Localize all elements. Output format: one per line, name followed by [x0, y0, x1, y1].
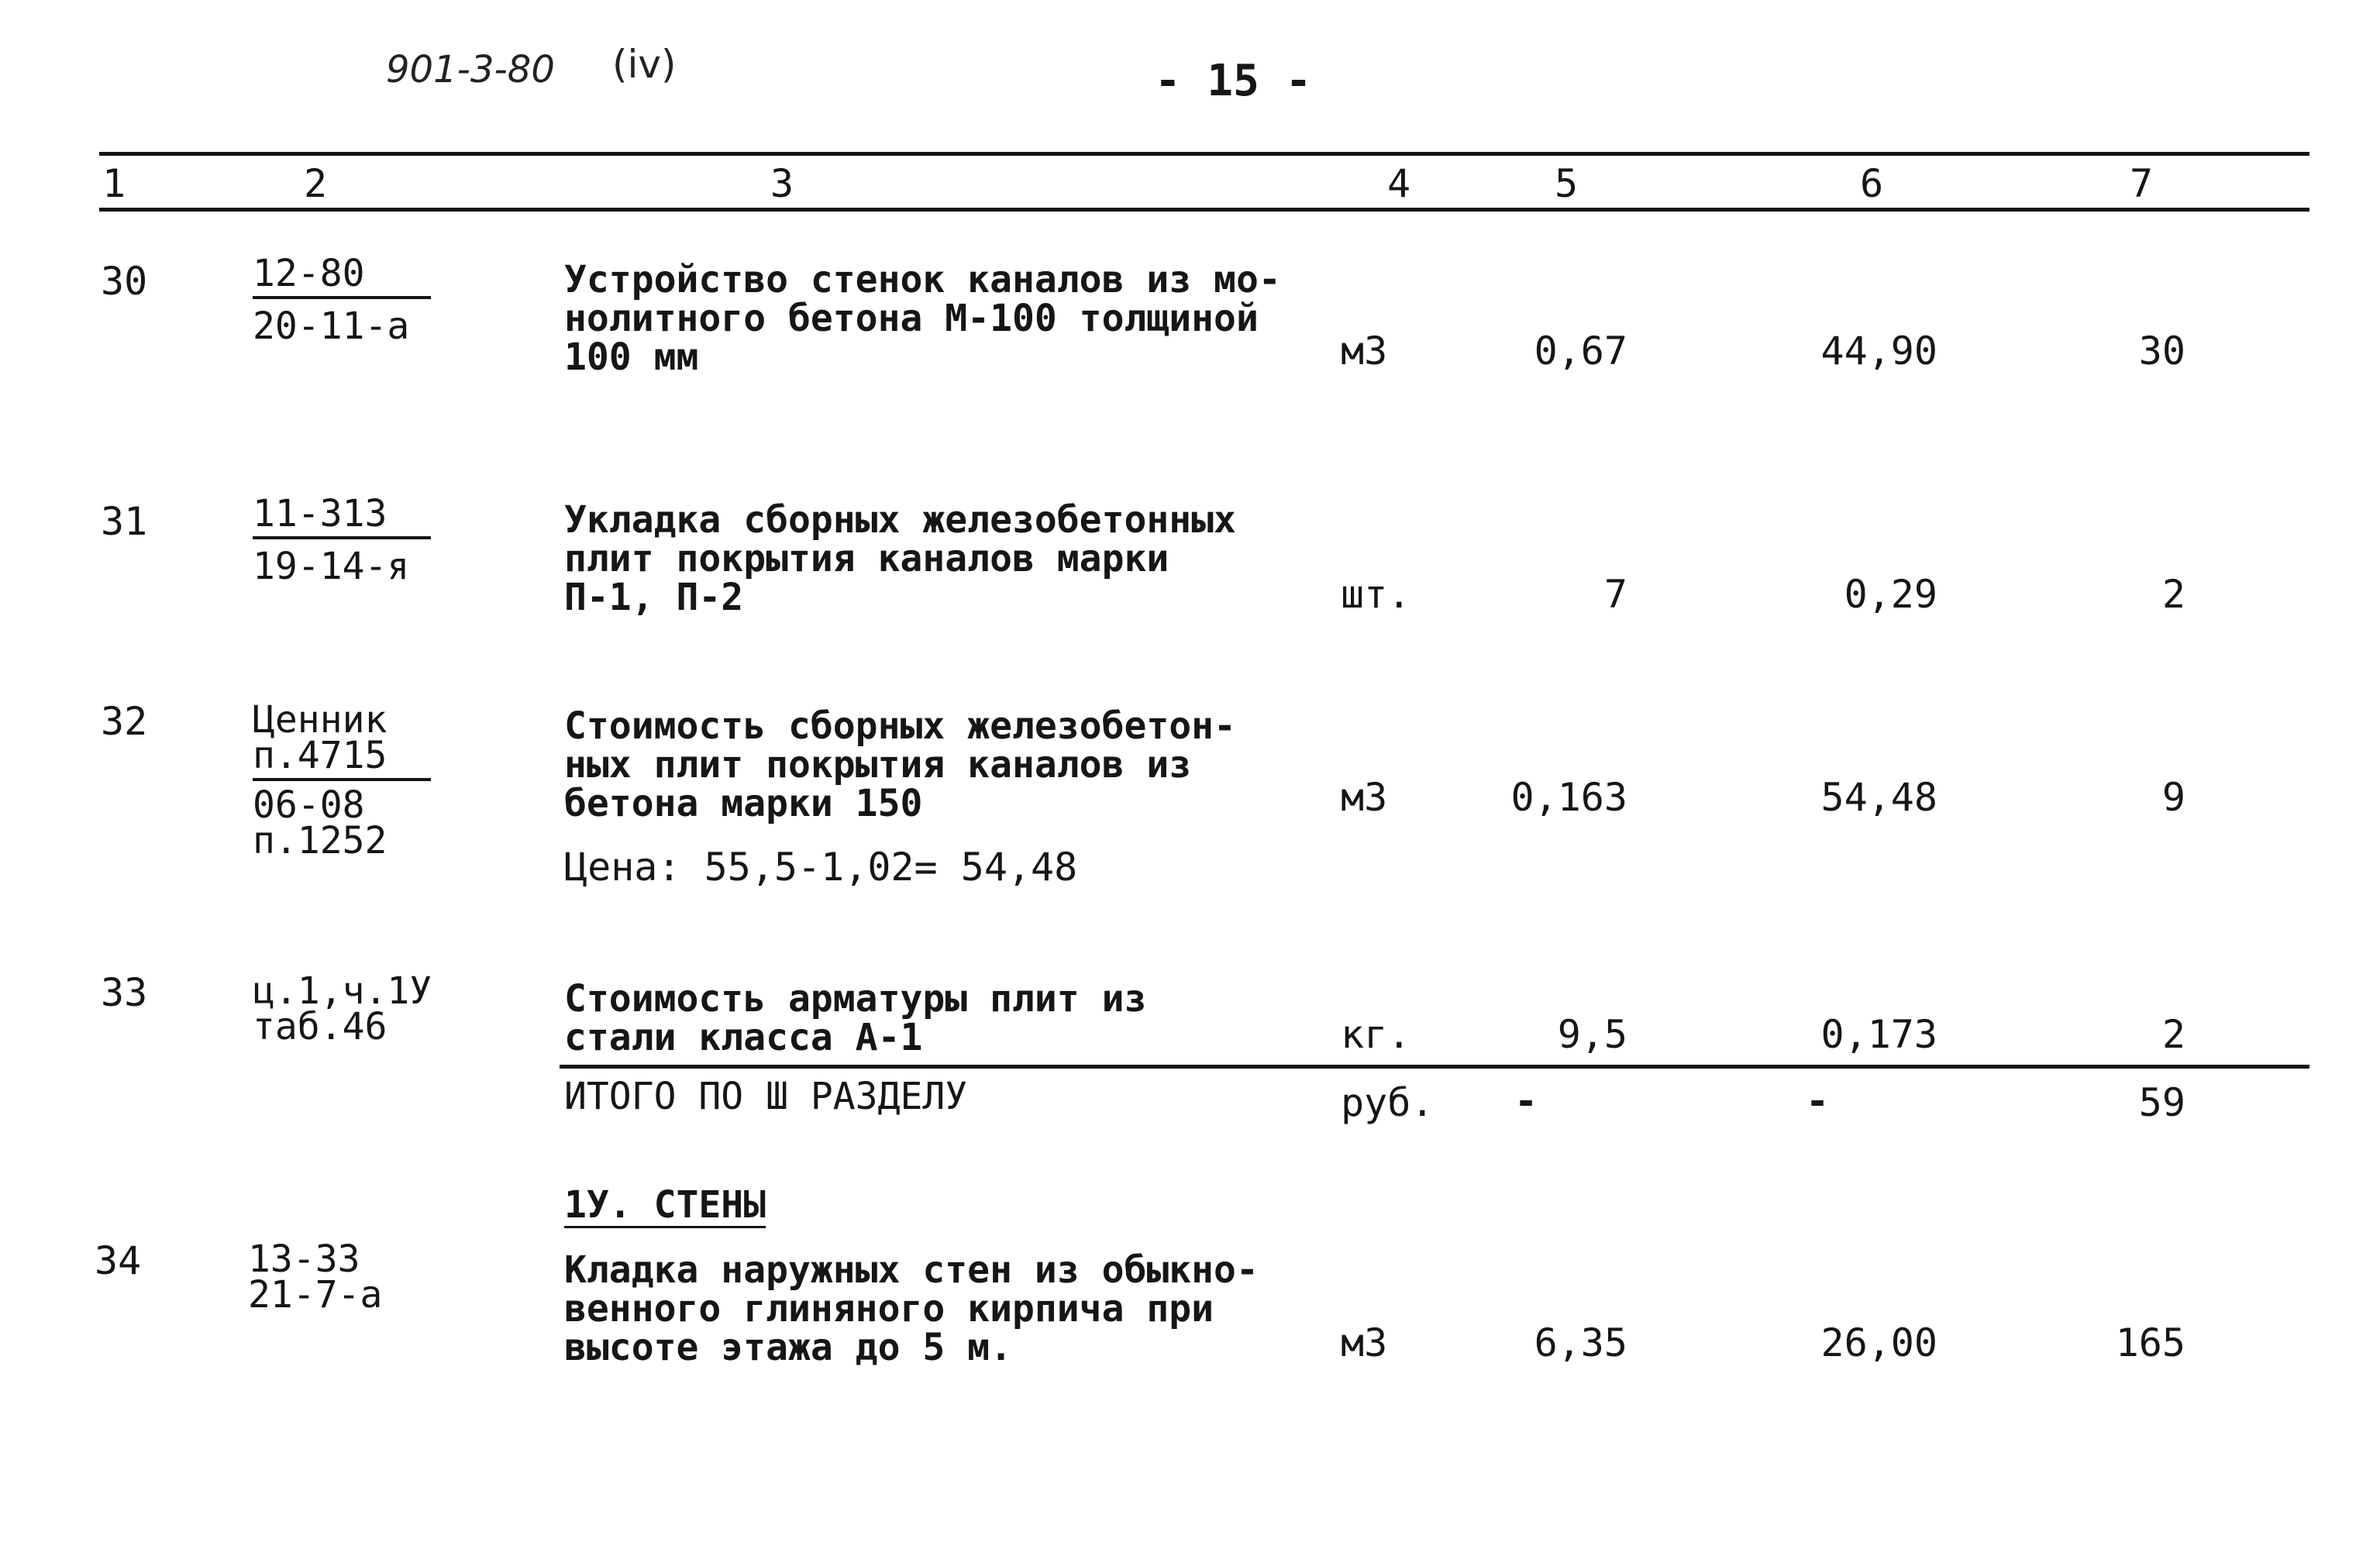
subtotal-price: -	[1806, 1079, 1830, 1124]
section-title	[564, 1183, 766, 1228]
description-line: Кладка наружных стен из обыкно-	[564, 1248, 1259, 1292]
unit: шт.	[1341, 572, 1411, 617]
norm-reference-line: 13-33	[248, 1238, 360, 1281]
row-number: 30	[101, 259, 148, 304]
description-line: нолитного бетона М-100 толщиной	[564, 297, 1259, 340]
norm-reference	[253, 252, 431, 353]
column-header-7: 7	[2130, 161, 2154, 206]
work-description	[564, 1248, 1259, 1369]
norm-reference	[253, 969, 432, 1048]
unit-price: 44,90	[1820, 329, 1937, 374]
price-calculation-note: Цена: 55,5-1,02= 54,48	[564, 845, 1078, 890]
description-line: высоте этажа до 5 м.	[564, 1326, 1012, 1369]
unit-price: 26,00	[1820, 1320, 1937, 1365]
description-line: П-1, П-2	[564, 576, 744, 619]
row-number: 33	[101, 970, 148, 1015]
norm-reference-top: 11-313	[253, 496, 431, 539]
subtotal-quantity: -	[1514, 1079, 1538, 1124]
norm-reference-line: п.1252	[253, 819, 387, 862]
unit-price: 0,29	[1844, 572, 1937, 617]
description-line: 100 мм	[564, 336, 699, 379]
quantity: 7	[1603, 572, 1627, 617]
description-line: стали класса А-1	[564, 1016, 923, 1059]
work-description	[564, 260, 1281, 377]
subtotal-unit: руб.	[1341, 1080, 1435, 1125]
subtotal-label: ИТОГО ПО Ш РАЗДЕЛУ	[564, 1075, 968, 1118]
work-description	[564, 498, 1236, 619]
norm-reference-line: 06-08	[253, 783, 365, 827]
work-description	[564, 704, 1236, 825]
quantity: 0,67	[1534, 329, 1627, 374]
norm-reference-top: 12-80	[253, 256, 431, 299]
document-subsection: (iv)	[612, 42, 677, 87]
quantity: 9,5	[1557, 1012, 1627, 1057]
column-header-5: 5	[1555, 161, 1579, 206]
norm-reference	[253, 698, 431, 862]
row-number: 32	[101, 699, 148, 744]
document-code: 901-3-80	[386, 48, 555, 91]
description-line: бетона марки 150	[564, 782, 923, 825]
unit: кг.	[1341, 1012, 1411, 1057]
norm-reference-bottom: 19-14-я	[253, 545, 410, 588]
description-line: Устройство стенок каналов из мо-	[564, 258, 1281, 301]
row-number: 34	[95, 1238, 142, 1283]
norm-reference-line: ц.1,ч.1У	[253, 969, 432, 1013]
quantity: 6,35	[1534, 1320, 1627, 1365]
total-cost: 165	[2115, 1320, 2185, 1365]
column-header-6: 6	[1860, 161, 1884, 206]
column-header-1: 1	[102, 161, 126, 206]
description-line: Стоимость сборных железобетон-	[564, 704, 1236, 748]
description-line: Стоимость арматуры плит из	[564, 977, 1147, 1021]
unit: м3	[1341, 329, 1388, 374]
norm-reference	[253, 492, 431, 594]
description-line: Укладка сборных железобетонных	[564, 498, 1236, 542]
row-number: 31	[101, 499, 148, 544]
quantity: 0,163	[1510, 775, 1627, 820]
table-top-rule	[99, 152, 2309, 156]
total-cost: 2	[2161, 1012, 2185, 1057]
unit-price: 54,48	[1820, 775, 1937, 820]
unit: м3	[1341, 1320, 1388, 1365]
norm-reference-line: п.4715	[253, 738, 431, 781]
norm-reference-line: Ценник	[253, 698, 387, 742]
norm-reference	[248, 1238, 383, 1317]
column-header-2: 2	[304, 161, 328, 206]
column-header-3: 3	[770, 161, 794, 206]
total-cost: 9	[2161, 775, 2185, 820]
subtotal-total: 59	[2138, 1080, 2185, 1125]
norm-reference-bottom: 20-11-a	[253, 305, 410, 348]
total-cost: 30	[2138, 329, 2185, 374]
header-bottom-rule	[99, 208, 2309, 212]
description-line: ных плит покрытия каналов из	[564, 743, 1192, 787]
norm-reference-line: 21-7-a	[248, 1273, 383, 1317]
unit: м3	[1341, 775, 1388, 820]
unit-price: 0,173	[1820, 1012, 1937, 1057]
description-line: венного глиняного кирпича при	[564, 1287, 1214, 1331]
column-header-4: 4	[1387, 161, 1411, 206]
subtotal-rule	[560, 1065, 2309, 1069]
total-cost: 2	[2161, 572, 2185, 617]
description-line: плит покрытия каналов марки	[564, 537, 1169, 580]
norm-reference-line: таб.46	[253, 1005, 387, 1048]
page-number: - 15 -	[1155, 56, 1312, 106]
work-description	[564, 979, 1146, 1057]
section-title-text: 1У. СТЕНЫ	[564, 1183, 766, 1227]
